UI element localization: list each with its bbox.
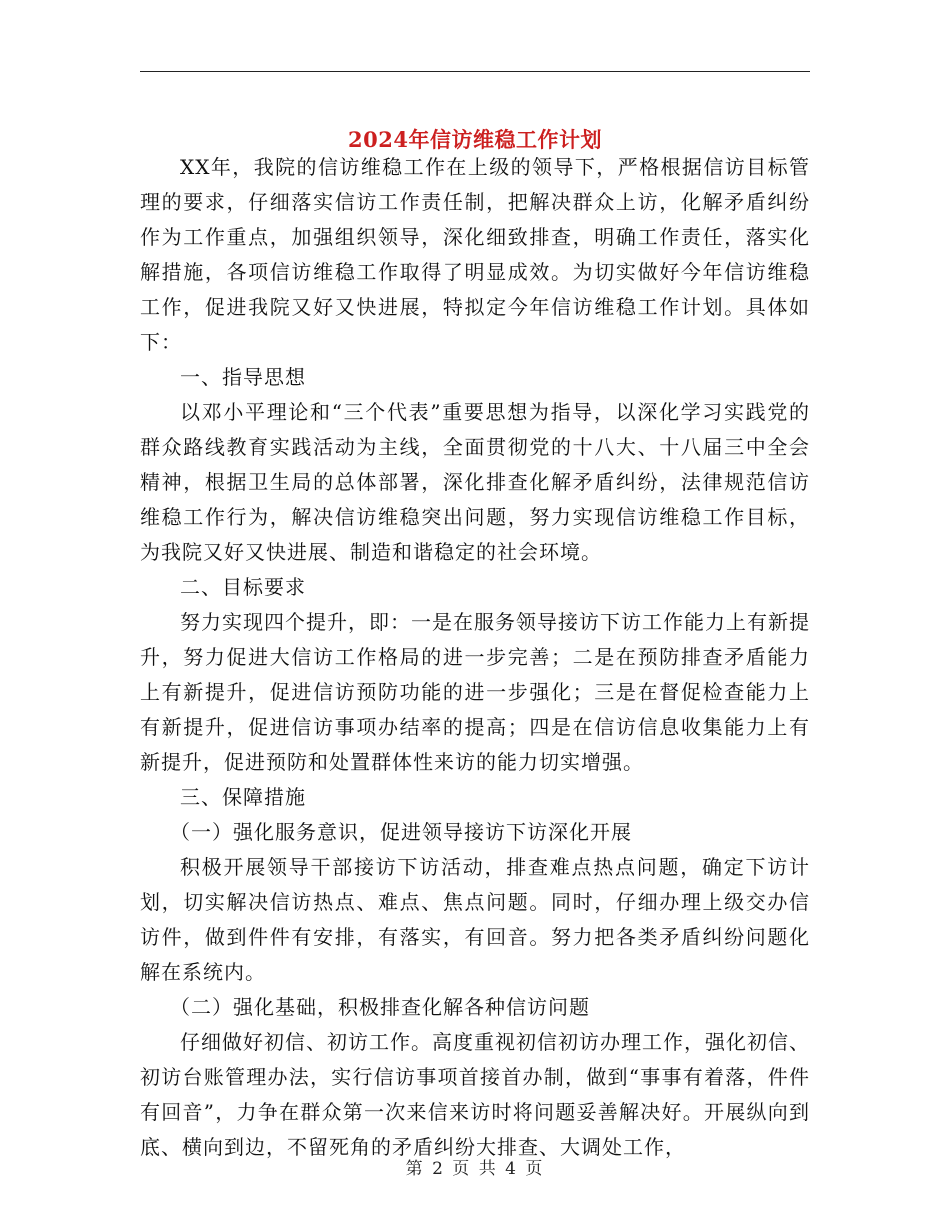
- subsection-heading-foundation: （二）强化基础，积极排查化解各种信访问题: [170, 995, 590, 1019]
- service-paragraph: 积极开展领导干部接访下访活动，排查难点热点问题，确定下访计划，切实解决信访热点、难点、焦点问题。同时，仔细办理上级交办信访件，做到件件有安排，有落实，有回音。努力把各类矛盾纠纷问题化解在系统内。: [140, 855, 810, 984]
- header-rule: [140, 71, 810, 72]
- document-body: [140, 150, 810, 1165]
- subsection-heading-service: （一）强化服务意识，促进领导接访下访深化开展: [170, 820, 632, 844]
- page-footer: 第 2 页 共 4 页: [405, 1159, 545, 1179]
- section-heading-guiding-ideology: 一、指导思想: [180, 365, 306, 389]
- intro-paragraph: XX年，我院的信访维稳工作在上级的领导下，严格根据信访目标管理的要求，仔细落实信访工作责任制，把解决群众上访，化解矛盾纠纷作为工作重点，加强组织领导，深化细致排查，明确工作责任，落实化解措施，各项信访维稳工作取得了明显成效。为切实做好今年信访维稳工作，促进我院又好又快进展，特拟定今年信访维稳工作计划。具体如下：: [140, 155, 810, 354]
- section-heading-measures: 三、保障措施: [180, 785, 306, 809]
- document-title: 2024年信访维稳工作计划: [348, 127, 602, 153]
- goals-paragraph: 努力实现四个提升，即：一是在服务领导接访下访工作能力上有新提升，努力促进大信访工作格局的进一步完善；二是在预防排查矛盾能力上有新提升，促进信访预防功能的进一步强化；三是在督促检查能力上有新提升，促进信访事项办结率的提高；四是在信访信息收集能力上有新提升，促进预防和处置群体性来访的能力切实增强。: [140, 610, 810, 774]
- section-heading-goals: 二、目标要求: [180, 575, 306, 599]
- foundation-paragraph: 仔细做好初信、初访工作。高度重视初信初访办理工作，强化初信、初访台账管理办法，实行信访事项首接首办制，做到“事事有着落，件件有回音”，力争在群众第一次来信来访时将问题妥善解决好。开展纵向到底、横向到边，不留死角的矛盾纠纷大排查、大调处工作，: [140, 1030, 810, 1159]
- guiding-ideology-paragraph: 以邓小平理论和“三个代表”重要思想为指导，以深化学习实践党的群众路线教育实践活动为主线，全面贯彻党的十八大、十八届三中全会精神，根据卫生局的总体部署，深化排查化解矛盾纠纷，法律规范信访维稳工作行为，解决信访维稳突出问题，努力实现信访维稳工作目标，为我院又好又快进展、制造和谐稳定的社会环境。: [140, 400, 810, 564]
